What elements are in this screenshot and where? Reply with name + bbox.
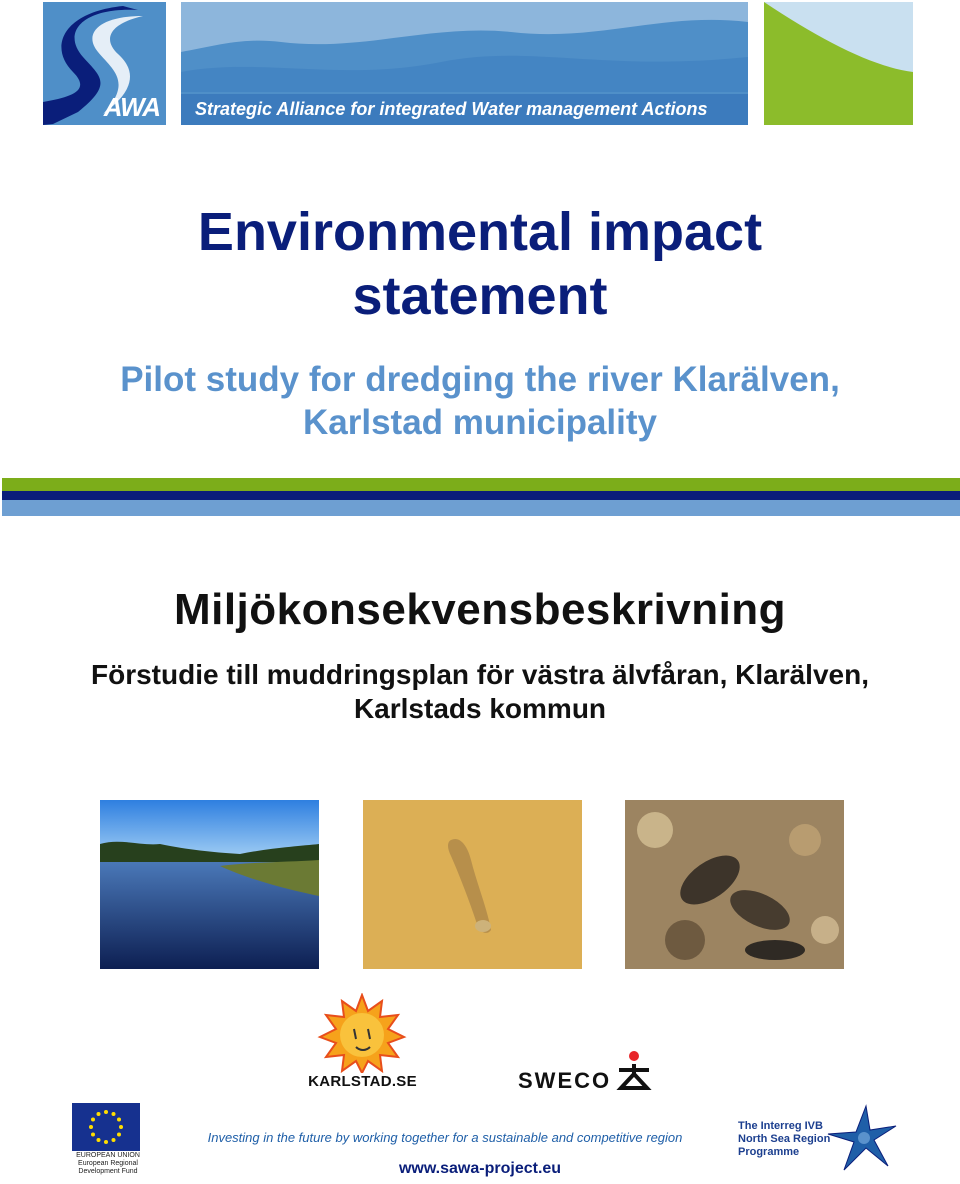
interreg-caption-line-3: Programme xyxy=(738,1146,800,1158)
sawa-logo xyxy=(43,2,166,125)
divider-green-band xyxy=(2,478,960,491)
sweco-logo-icon xyxy=(615,1050,653,1090)
main-title xyxy=(0,200,960,328)
header-banner xyxy=(181,2,748,125)
color-divider xyxy=(2,478,960,516)
main-title-line-1: Environmental impact xyxy=(197,202,763,262)
green-wave-graphic xyxy=(764,2,913,125)
starfish-icon xyxy=(826,1104,898,1174)
photo-fish xyxy=(363,800,582,969)
photo-mussel xyxy=(625,800,844,969)
divider-blue-band xyxy=(2,500,960,516)
fish-on-sand-image xyxy=(363,800,582,969)
interreg-caption-line-1: The Interreg IVB xyxy=(738,1120,823,1132)
eu-caption-line-3: Development Fund xyxy=(78,1168,138,1175)
banner-tagline: Strategic Alliance for integrated Water management Actions xyxy=(195,99,708,119)
eu-caption-line-1: EUROPEAN UNION xyxy=(76,1152,140,1159)
photo-river xyxy=(100,800,319,969)
river-landscape-image xyxy=(100,800,319,969)
website-link[interactable]: www.sawa-project.eu xyxy=(398,1160,562,1177)
eu-caption-line-2: European Regional xyxy=(78,1160,138,1167)
sawa-logo-text: AWA xyxy=(103,92,160,122)
sun-icon xyxy=(300,993,425,1073)
sweco-logo-text: SWECO xyxy=(518,1068,612,1093)
interreg-caption-line-2: North Sea Region xyxy=(738,1133,831,1145)
karlstad-logo-text: KARLSTAD.SE xyxy=(308,1073,417,1090)
main-title-line-2: statement xyxy=(352,266,608,326)
green-wave-box xyxy=(764,2,913,125)
divider-navy-band xyxy=(2,491,960,500)
english-subtitle-line-2: Karlstad municipality xyxy=(303,403,657,442)
swedish-subtitle-line-2: Karlstads kommun xyxy=(353,693,607,724)
interreg-caption xyxy=(738,1120,838,1159)
swedish-subtitle-line-1: Förstudie till muddringsplan för västra älvfåran, Klarälven, xyxy=(91,659,869,690)
english-subtitle xyxy=(0,358,960,444)
investing-slogan: Investing in the future by working together for a sustainable and competitive region xyxy=(207,1130,683,1145)
swedish-title: Miljökonsekvensbeskrivning xyxy=(173,585,787,634)
english-subtitle-line-1: Pilot study for dredging the river Klarälven, xyxy=(120,360,840,399)
mussel-on-riverbed-image xyxy=(625,800,844,969)
swedish-subtitle xyxy=(0,658,960,726)
